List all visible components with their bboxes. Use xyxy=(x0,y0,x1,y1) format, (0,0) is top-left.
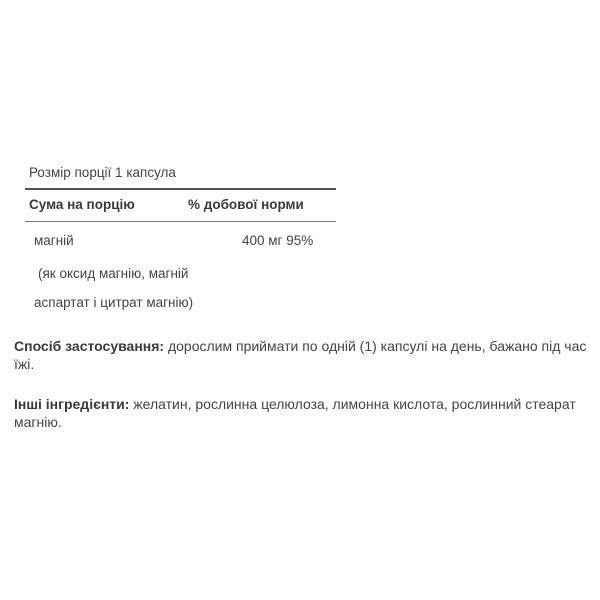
thin-divider xyxy=(25,221,336,222)
serving-size: Розмір порції 1 капсула xyxy=(29,165,176,180)
ingredients-text: желатин, рослинна целюлоза, лимонна кислота, рослинний стеарат магнію. xyxy=(14,396,576,430)
nutrient-note-line-1: (як оксид магнію, магній xyxy=(38,266,189,281)
supplement-facts-table xyxy=(0,159,336,317)
table-header xyxy=(0,190,336,221)
header-amount-per-serving: Сума на порцію xyxy=(29,197,135,212)
nutrient-value: 400 мг 95% xyxy=(242,233,314,248)
nutrient-name: магній xyxy=(34,233,74,248)
header-daily-value: % добової норми xyxy=(188,197,304,212)
usage-text: дорослим приймати по одній (1) капсулі на день, бажано під час їжі. xyxy=(14,338,587,372)
usage-paragraph xyxy=(14,337,589,373)
table-row xyxy=(0,226,336,259)
usage-label: Спосіб застосування: xyxy=(14,338,165,354)
ingredients-label: Інші інгредієнти: xyxy=(14,396,130,412)
ingredients-paragraph xyxy=(14,395,589,431)
nutrient-note-line-2: аспартат і цитрат магнію) xyxy=(34,295,194,310)
